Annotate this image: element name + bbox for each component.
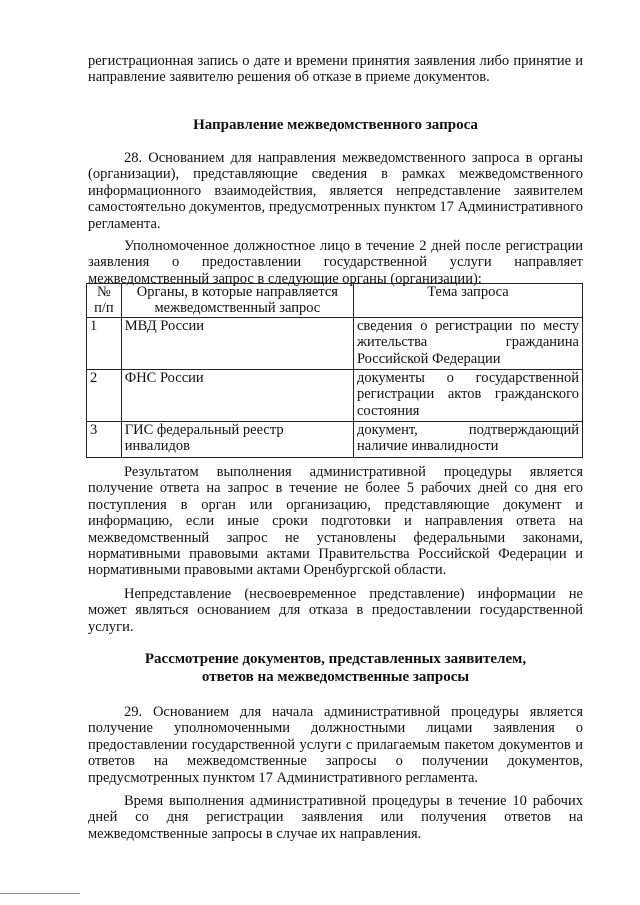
header-organ: Органы, в которые направляется межведомственный запрос bbox=[121, 284, 353, 318]
row-organ: МВД России bbox=[121, 317, 353, 369]
header-number: № п/п bbox=[87, 284, 122, 318]
request-table bbox=[86, 283, 583, 458]
row-organ: ГИС федеральный реестр инвалидов bbox=[121, 421, 353, 457]
paragraph-time: Время выполнения административной процедуры в течение 10 рабочих дней со дня регистрации заявления или получения ответов на межведомственные запросы в случае их направления. bbox=[88, 793, 583, 842]
row-topic: сведения о регистрации по месту жительства гражданина Российской Федерации bbox=[353, 317, 582, 369]
table-row bbox=[87, 421, 583, 457]
heading-interagency-request: Направление межведомственного запроса bbox=[193, 117, 478, 133]
row-topic: документ, подтверждающий наличие инвалидности bbox=[353, 421, 582, 457]
page-edge-mark bbox=[0, 893, 80, 894]
header-topic: Тема запроса bbox=[353, 284, 582, 318]
row-topic: документы о государственной регистрации актов гражданского состояния bbox=[353, 369, 582, 421]
paragraph-28: 28. Основанием для направления межведомственного запроса в органы (организации), представляющие сведения в рамках межведомственного информационного взаимодействия, является непредставление заявителем самостоятельно документов, предусмотренных пунктом 17 Административного регламента. bbox=[88, 150, 583, 232]
table-row bbox=[87, 369, 583, 421]
table-header-row bbox=[87, 284, 583, 318]
paragraph-nonsubmission: Непредставление (несвоевременное представление) информации не может являться основанием для отказа в предоставлении государственной услуги. bbox=[88, 586, 583, 635]
row-number: 1 bbox=[87, 317, 122, 369]
heading-review-line2: ответов на межведомственные запросы bbox=[201, 669, 470, 685]
row-organ: ФНС России bbox=[121, 369, 353, 421]
heading-review-line1: Рассмотрение документов, представленных заявителем, bbox=[144, 651, 527, 667]
paragraph-top: регистрационная запись о дате и времени принятия заявления либо принятие и направление заявителю решения об отказе в приеме документов. bbox=[88, 53, 583, 86]
row-number: 2 bbox=[87, 369, 122, 421]
paragraph-29: 29. Основанием для начала административной процедуры является получение уполномоченными должностными лицами заявления о предоставлении государственной услуги с прилагаемым пакетом документов и ответов на межведомственные запросы о получении документов, предусмотренных пунктом 17 Административного регламента. bbox=[88, 704, 583, 786]
paragraph-official: Уполномоченное должностное лицо в течение 2 дней после регистрации заявления о предоставлении государственной услуги направляет межведомственный запрос в следующие органы (организации): bbox=[88, 238, 583, 287]
table-row bbox=[87, 317, 583, 369]
paragraph-result: Результатом выполнения административной процедуры является получение ответа на запрос в течение не более 5 рабочих дней со дня его поступления в орган или организацию, представляющие документ и информацию, если иные сроки подготовки и направления ответа на межведомственный запрос не установлены федеральными законами, нормативными правовыми актами Правительства Российской Федерации и нормативными правовыми актами Оренбургской области. bbox=[88, 464, 583, 579]
row-number: 3 bbox=[87, 421, 122, 457]
